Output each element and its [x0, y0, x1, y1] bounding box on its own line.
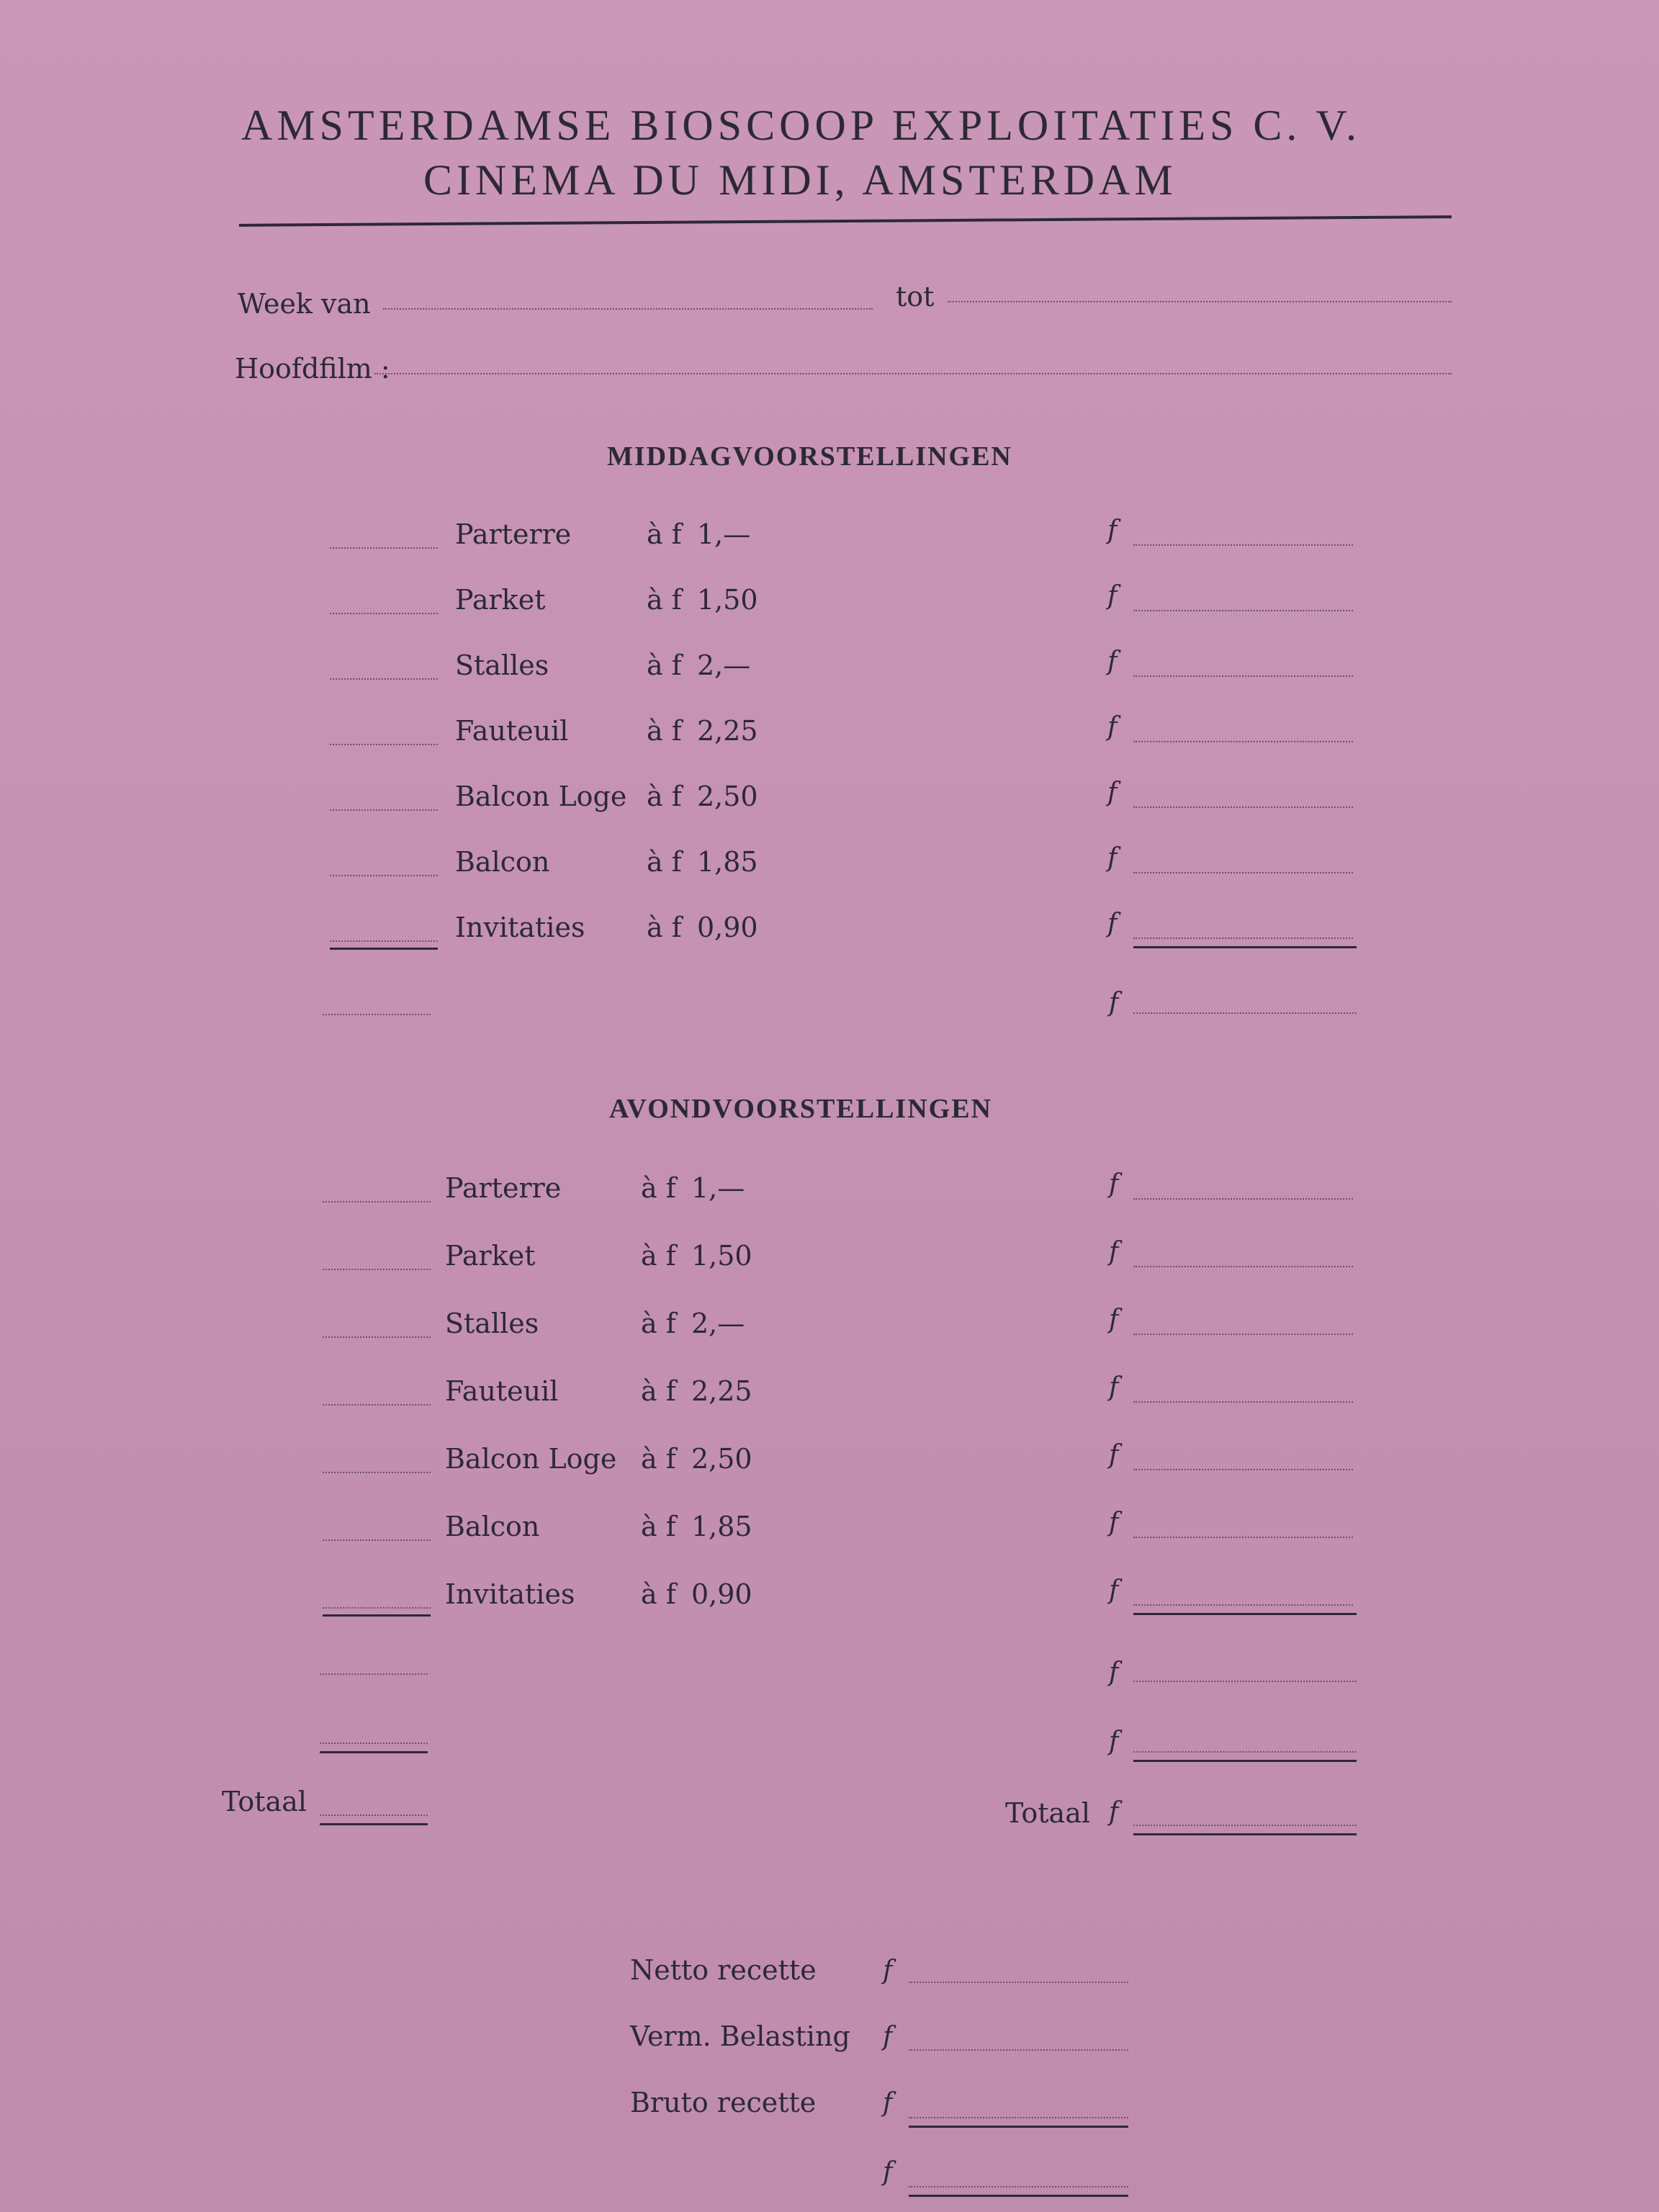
- seat-category-label: Balcon: [445, 1511, 540, 1542]
- amount-field[interactable]: [1133, 872, 1353, 873]
- seat-category-label: Stalles: [455, 649, 549, 681]
- totaal-left-label: Totaal: [222, 1786, 307, 1817]
- currency-symbol: f: [1109, 1658, 1119, 1687]
- seat-category-label: Balcon: [455, 846, 550, 878]
- currency-symbol: f: [1109, 1727, 1119, 1756]
- underline: [320, 1751, 428, 1753]
- totaal-count-field[interactable]: [320, 1815, 428, 1816]
- underline: [1133, 1833, 1357, 1835]
- amount-field[interactable]: [1133, 675, 1353, 677]
- bruto-label: Bruto recette: [630, 2087, 817, 2118]
- avond-title: AVONDVOORSTELLINGEN: [609, 1094, 992, 1124]
- price-value: 2,25: [697, 715, 758, 747]
- price-value: 1,—: [691, 1172, 745, 1204]
- ticket-count-field[interactable]: [323, 1201, 431, 1202]
- netto-label: Netto recette: [630, 1954, 817, 1986]
- seat-category-label: Parterre: [455, 518, 572, 550]
- price-value: 2,50: [691, 1443, 752, 1475]
- currency-symbol: f: [1109, 1797, 1119, 1827]
- ticket-count-field[interactable]: [330, 809, 438, 811]
- currency-symbol: f: [883, 2022, 893, 2051]
- underline: [330, 948, 438, 950]
- price-value: 2,25: [691, 1375, 752, 1407]
- currency-symbol: f: [883, 2088, 893, 2118]
- price-value: 0,90: [697, 912, 758, 943]
- seat-category-label: Fauteuil: [445, 1375, 559, 1407]
- currency-symbol: f: [1107, 516, 1118, 545]
- price-prefix: à f: [641, 1375, 676, 1407]
- tot-label: tot: [896, 281, 935, 313]
- currency-symbol: f: [1109, 988, 1119, 1017]
- price-prefix: à f: [641, 1511, 676, 1542]
- amount-field[interactable]: [1133, 1334, 1353, 1335]
- belasting-field[interactable]: [909, 2049, 1128, 2051]
- avond-subtotal-count[interactable]: [320, 1743, 428, 1744]
- underline: [1133, 1760, 1357, 1762]
- price-prefix: à f: [647, 912, 682, 943]
- amount-field[interactable]: [1133, 1604, 1353, 1606]
- price-value: 1,85: [691, 1511, 752, 1542]
- header-rule: [239, 215, 1452, 227]
- price-prefix: à f: [647, 649, 682, 681]
- currency-symbol: f: [1109, 1508, 1119, 1537]
- price-prefix: à f: [641, 1308, 676, 1339]
- currency-symbol: f: [1109, 1305, 1119, 1334]
- underline: [1133, 946, 1357, 948]
- price-prefix: à f: [647, 781, 682, 812]
- seat-category-label: Fauteuil: [455, 715, 569, 747]
- price-prefix: à f: [647, 584, 682, 616]
- amount-field[interactable]: [1133, 610, 1353, 611]
- ticket-count-field[interactable]: [330, 875, 438, 876]
- underline: [909, 2195, 1128, 2197]
- amount-field[interactable]: [1133, 741, 1353, 742]
- totaal-right-label: Totaal: [1005, 1797, 1091, 1829]
- currency-symbol: f: [1107, 647, 1118, 676]
- currency-symbol: f: [1107, 778, 1118, 807]
- price-value: 1,50: [691, 1240, 752, 1272]
- ticket-count-field[interactable]: [323, 1336, 431, 1338]
- underline: [909, 2126, 1128, 2128]
- price-prefix: à f: [647, 846, 682, 878]
- amount-field[interactable]: [1133, 1469, 1353, 1470]
- currency-symbol: f: [1109, 1440, 1119, 1470]
- price-prefix: à f: [641, 1578, 676, 1610]
- currency-symbol: f: [883, 1956, 893, 1985]
- middag-title: MIDDAGVOORSTELLINGEN: [607, 441, 1012, 472]
- seat-category-label: Parket: [445, 1240, 536, 1272]
- seat-category-label: Balcon Loge: [455, 781, 627, 812]
- price-value: 2,50: [697, 781, 758, 812]
- totaal-amount-field[interactable]: [1133, 1825, 1357, 1826]
- currency-symbol: f: [1109, 1237, 1119, 1267]
- ticket-count-field[interactable]: [330, 744, 438, 745]
- underline: [323, 1614, 431, 1617]
- week-from-field[interactable]: [383, 308, 873, 310]
- ticket-count-field[interactable]: [330, 940, 438, 942]
- week-label: Week van: [238, 288, 371, 320]
- underline: [1133, 1613, 1357, 1615]
- week-to-field[interactable]: [948, 301, 1452, 302]
- amount-field[interactable]: [1133, 1266, 1353, 1267]
- price-value: 0,90: [691, 1578, 752, 1610]
- currency-symbol: f: [1107, 581, 1118, 611]
- currency-symbol: f: [1107, 843, 1118, 873]
- ticket-count-field[interactable]: [330, 547, 438, 549]
- amount-field[interactable]: [1133, 1401, 1353, 1403]
- price-prefix: à f: [641, 1172, 676, 1204]
- seat-category-label: Invitaties: [455, 912, 585, 943]
- ticket-count-field[interactable]: [323, 1472, 431, 1473]
- price-value: 1,50: [697, 584, 758, 616]
- middag-subtotal-count[interactable]: [323, 1014, 431, 1015]
- currency-symbol: f: [1109, 1169, 1119, 1199]
- hoofdfilm-label: Hoofdfilm :: [235, 353, 390, 385]
- amount-field[interactable]: [1133, 1537, 1353, 1538]
- price-value: 1,85: [697, 846, 758, 878]
- amount-field[interactable]: [1133, 544, 1353, 546]
- cinema-title: CINEMA DU MIDI, AMSTERDAM: [423, 156, 1177, 204]
- seat-category-label: Balcon Loge: [445, 1443, 617, 1475]
- avond-extra-count[interactable]: [320, 1673, 428, 1675]
- price-prefix: à f: [647, 715, 682, 747]
- seat-category-label: Parket: [455, 584, 546, 616]
- currency-symbol: f: [1107, 909, 1118, 938]
- currency-symbol: f: [1109, 1372, 1119, 1402]
- avond-subtotal-amount[interactable]: [1133, 1751, 1357, 1753]
- price-prefix: à f: [641, 1240, 676, 1272]
- avond-extra-amount[interactable]: [1133, 1681, 1357, 1682]
- middag-subtotal-amount[interactable]: [1133, 1012, 1357, 1014]
- hoofdfilm-field[interactable]: [374, 373, 1452, 374]
- seat-category-label: Parterre: [445, 1172, 562, 1204]
- price-value: 1,—: [697, 518, 751, 550]
- seat-category-label: Stalles: [445, 1308, 539, 1339]
- ticket-count-field[interactable]: [323, 1607, 431, 1609]
- amount-field[interactable]: [1133, 806, 1353, 808]
- netto-field[interactable]: [909, 1982, 1128, 1983]
- ticket-count-field[interactable]: [323, 1269, 431, 1270]
- price-prefix: à f: [641, 1443, 676, 1475]
- currency-symbol: f: [1107, 712, 1118, 742]
- currency-symbol: f: [1109, 1575, 1119, 1605]
- price-prefix: à f: [647, 518, 682, 550]
- final-field[interactable]: [909, 2186, 1128, 2188]
- currency-symbol: f: [883, 2157, 893, 2187]
- bruto-field[interactable]: [909, 2117, 1128, 2118]
- seat-category-label: Invitaties: [445, 1578, 575, 1610]
- amount-field[interactable]: [1133, 938, 1353, 939]
- price-value: 2,—: [697, 649, 751, 681]
- ticket-count-field[interactable]: [330, 678, 438, 680]
- company-title: AMSTERDAMSE BIOSCOOP EXPLOITATIES C. V.: [241, 102, 1361, 149]
- belasting-label: Verm. Belasting: [630, 2020, 850, 2052]
- underline: [320, 1823, 428, 1825]
- amount-field[interactable]: [1133, 1198, 1353, 1200]
- price-value: 2,—: [691, 1308, 745, 1339]
- ticket-count-field[interactable]: [323, 1404, 431, 1406]
- ticket-count-field[interactable]: [323, 1539, 431, 1541]
- ticket-count-field[interactable]: [330, 613, 438, 614]
